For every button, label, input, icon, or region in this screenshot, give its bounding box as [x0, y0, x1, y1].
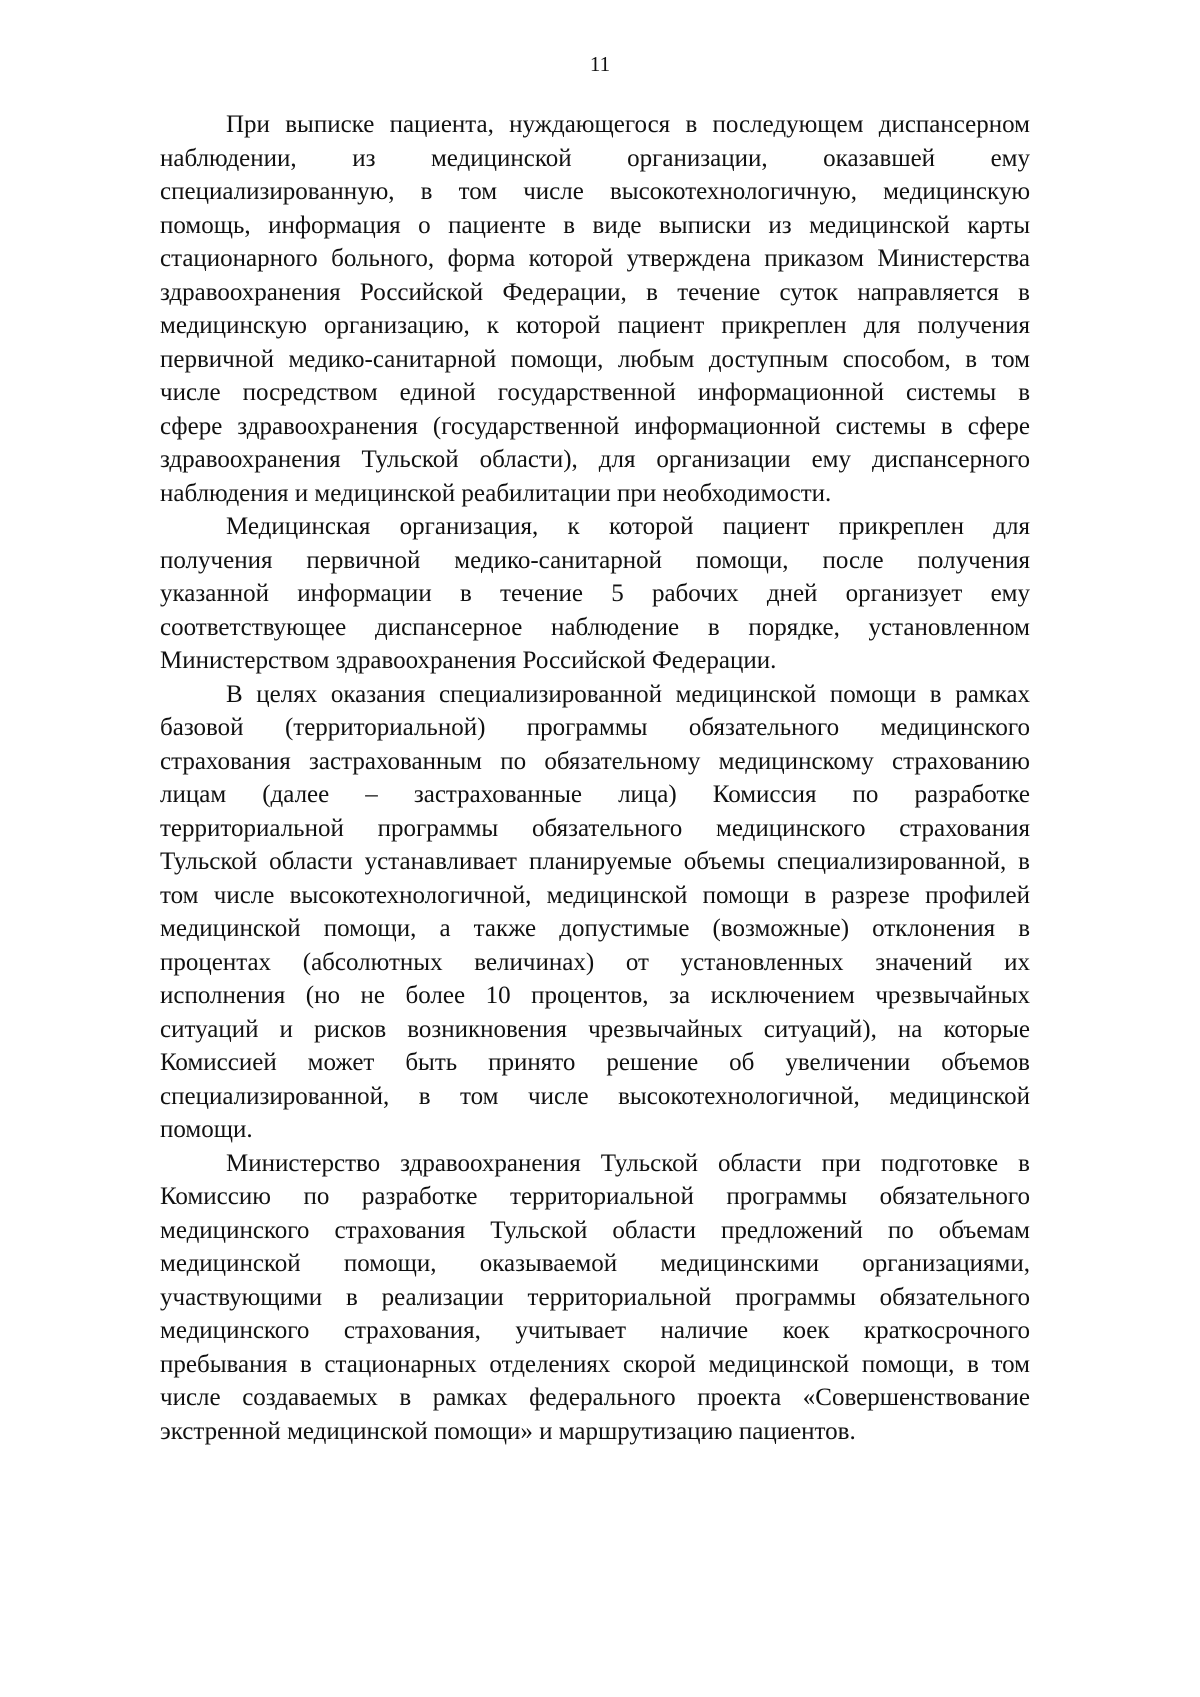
text-line: Медицинская организация, к которой пациент прикреплен для — [226, 513, 1030, 540]
text-line: участвующими в реализации территориальной программы обязательного — [160, 1283, 1030, 1311]
text-line: медицинской помощи, оказываемой медицинскими организациями, — [160, 1250, 1030, 1277]
text-line: здравоохранения Тульской области), для организации ему диспансерного — [160, 446, 1030, 473]
text-line: наблюдении, из медицинской организации, оказавшей ему — [160, 144, 1030, 172]
text-line: числе посредством единой государственной информационной системы в — [160, 379, 1030, 406]
text-line: Тульской области устанавливает планируемые объемы специализированной, в — [160, 848, 1030, 875]
text-line: экстренной медицинской помощи» и маршрутизацию пациентов. — [160, 1417, 856, 1445]
text-line: наблюдения и медицинской реабилитации при необходимости. — [160, 479, 832, 507]
text-line: указанной информации в течение 5 рабочих дней организует ему — [160, 580, 1030, 607]
text-line: территориальной программы обязательного медицинского страхования — [160, 814, 1030, 842]
text-line: базовой (территориальной) программы обязательного медицинского — [160, 714, 1030, 741]
text-line: помощи. — [160, 1116, 253, 1143]
text-line: В целях оказания специализированной медицинской помощи в рамках — [226, 680, 1030, 708]
text-line: стационарного больного, форма которой утверждена приказом Министерства — [160, 245, 1030, 272]
text-line: получения первичной медико-санитарной помощи, после получения — [160, 546, 1030, 574]
text-line: числе создаваемых в рамках федерального проекта «Совершенствование — [160, 1384, 1030, 1411]
text-line: ситуаций и рисков возникновения чрезвычайных ситуаций), на которые — [160, 1015, 1030, 1043]
text-line: соответствующее диспансерное наблюдение в порядке, установленном — [160, 613, 1030, 641]
text-line: Комиссию по разработке территориальной программы обязательного — [160, 1183, 1030, 1210]
text-line: Комиссией может быть принято решение об увеличении объемов — [160, 1049, 1030, 1076]
text-line: процентах (абсолютных величинах) от установленных значений их — [160, 948, 1030, 976]
paragraph — [160, 510, 1030, 678]
text-line: том числе высокотехнологичной, медицинской помощи в разрезе профилей — [160, 881, 1030, 909]
text-line: здравоохранения Российской Федерации, в течение суток направляется в — [160, 278, 1030, 306]
document-body — [160, 108, 1030, 1448]
text-line: При выписке пациента, нуждающегося в последующем диспансерном — [226, 111, 1030, 138]
text-line: медицинскую организацию, к которой пациент прикреплен для получения — [160, 312, 1030, 339]
text-line: первичной медико-санитарной помощи, любым доступным способом, в том — [160, 345, 1030, 373]
text-line: Министерством здравоохранения Российской Федерации. — [160, 647, 777, 674]
text-line: медицинской помощи, а также допустимые (возможные) отклонения в — [160, 915, 1030, 942]
text-line: специализированную, в том числе высокотехнологичную, медицинскую — [160, 178, 1030, 205]
text-line: исполнения (но не более 10 процентов, за исключением чрезвычайных — [160, 982, 1030, 1009]
paragraph — [160, 678, 1030, 1147]
text-line: медицинского страхования, учитывает наличие коек краткосрочного — [160, 1317, 1030, 1344]
text-line: помощь, информация о пациенте в виде выписки из медицинской карты — [160, 211, 1030, 239]
page-number: 11 — [589, 52, 611, 76]
paragraph — [160, 108, 1030, 510]
text-line: лицам (далее – застрахованные лица) Комиссия по разработке — [160, 781, 1030, 808]
text-line: медицинского страхования Тульской области предложений по объемам — [160, 1216, 1030, 1244]
text-line: Министерство здравоохранения Тульской области при подготовке в — [226, 1149, 1030, 1177]
paragraph — [160, 1147, 1030, 1449]
text-line: специализированной, в том числе высокотехнологичной, медицинской — [160, 1082, 1030, 1110]
text-line: страхования застрахованным по обязательному медицинскому страхованию — [160, 747, 1030, 775]
text-line: сфере здравоохранения (государственной информационной системы в сфере — [160, 412, 1030, 440]
text-line: пребывания в стационарных отделениях скорой медицинской помощи, в том — [160, 1350, 1030, 1378]
